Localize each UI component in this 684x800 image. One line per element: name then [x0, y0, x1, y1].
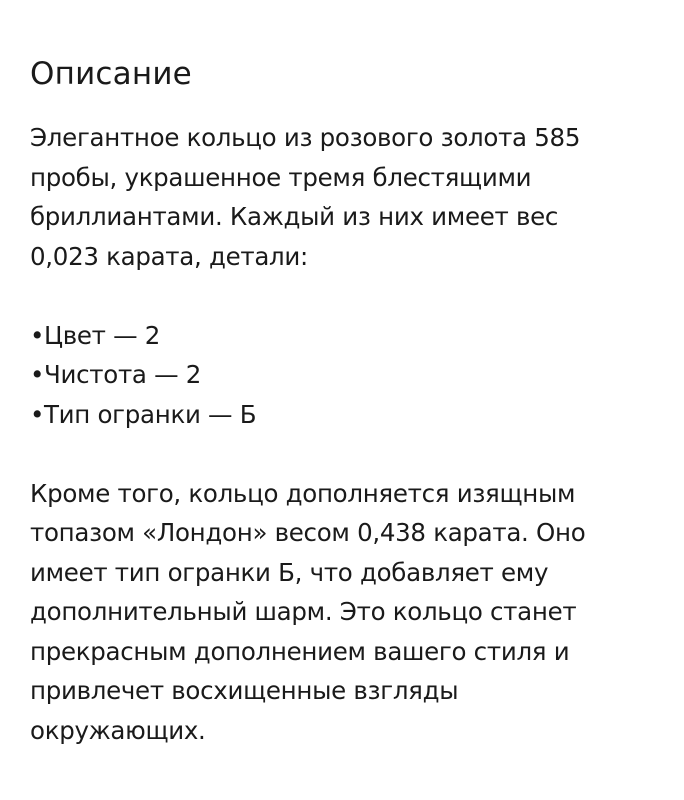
outro-line: привлечет восхищенные взгляды: [30, 676, 459, 705]
spacer: [30, 434, 660, 474]
intro-line: пробы, украшенное тремя блестящими: [30, 162, 532, 192]
description-section: [30, 52, 660, 750]
outro-paragraph: [30, 474, 660, 751]
intro-line: 0,023 карата, детали:: [30, 241, 308, 271]
outro-line: окружающих.: [30, 715, 206, 745]
details-list: [30, 316, 660, 435]
list-item: [30, 355, 660, 395]
outro-line: прекрасным дополнением вашего стиля и: [30, 636, 570, 666]
bullet-icon: •: [30, 399, 45, 429]
list-item-text: Тип огранки — Б: [44, 399, 257, 429]
section-title: Описание: [30, 56, 192, 92]
bullet-icon: •: [30, 360, 45, 389]
outro-line: имеет тип огранки Б, что добавляет ему: [30, 557, 549, 587]
list-item: [30, 316, 660, 356]
intro-line: бриллиантами. Каждый из них имеет вес: [30, 202, 559, 231]
list-item: [30, 395, 660, 435]
intro-paragraph: [30, 118, 660, 276]
outro-line: топазом «Лондон» весом 0,438 карата. Оно: [30, 518, 586, 547]
list-item-text: Цвет — 2: [44, 320, 161, 350]
outro-line: дополнительный шарм. Это кольцо станет: [30, 597, 577, 626]
intro-line: Элегантное кольцо из розового золота 585: [30, 123, 581, 152]
bullet-icon: •: [30, 320, 45, 350]
list-item-text: Чистота — 2: [44, 360, 202, 389]
spacer: [30, 276, 660, 316]
outro-line: Кроме того, кольцо дополняется изящным: [30, 478, 576, 508]
